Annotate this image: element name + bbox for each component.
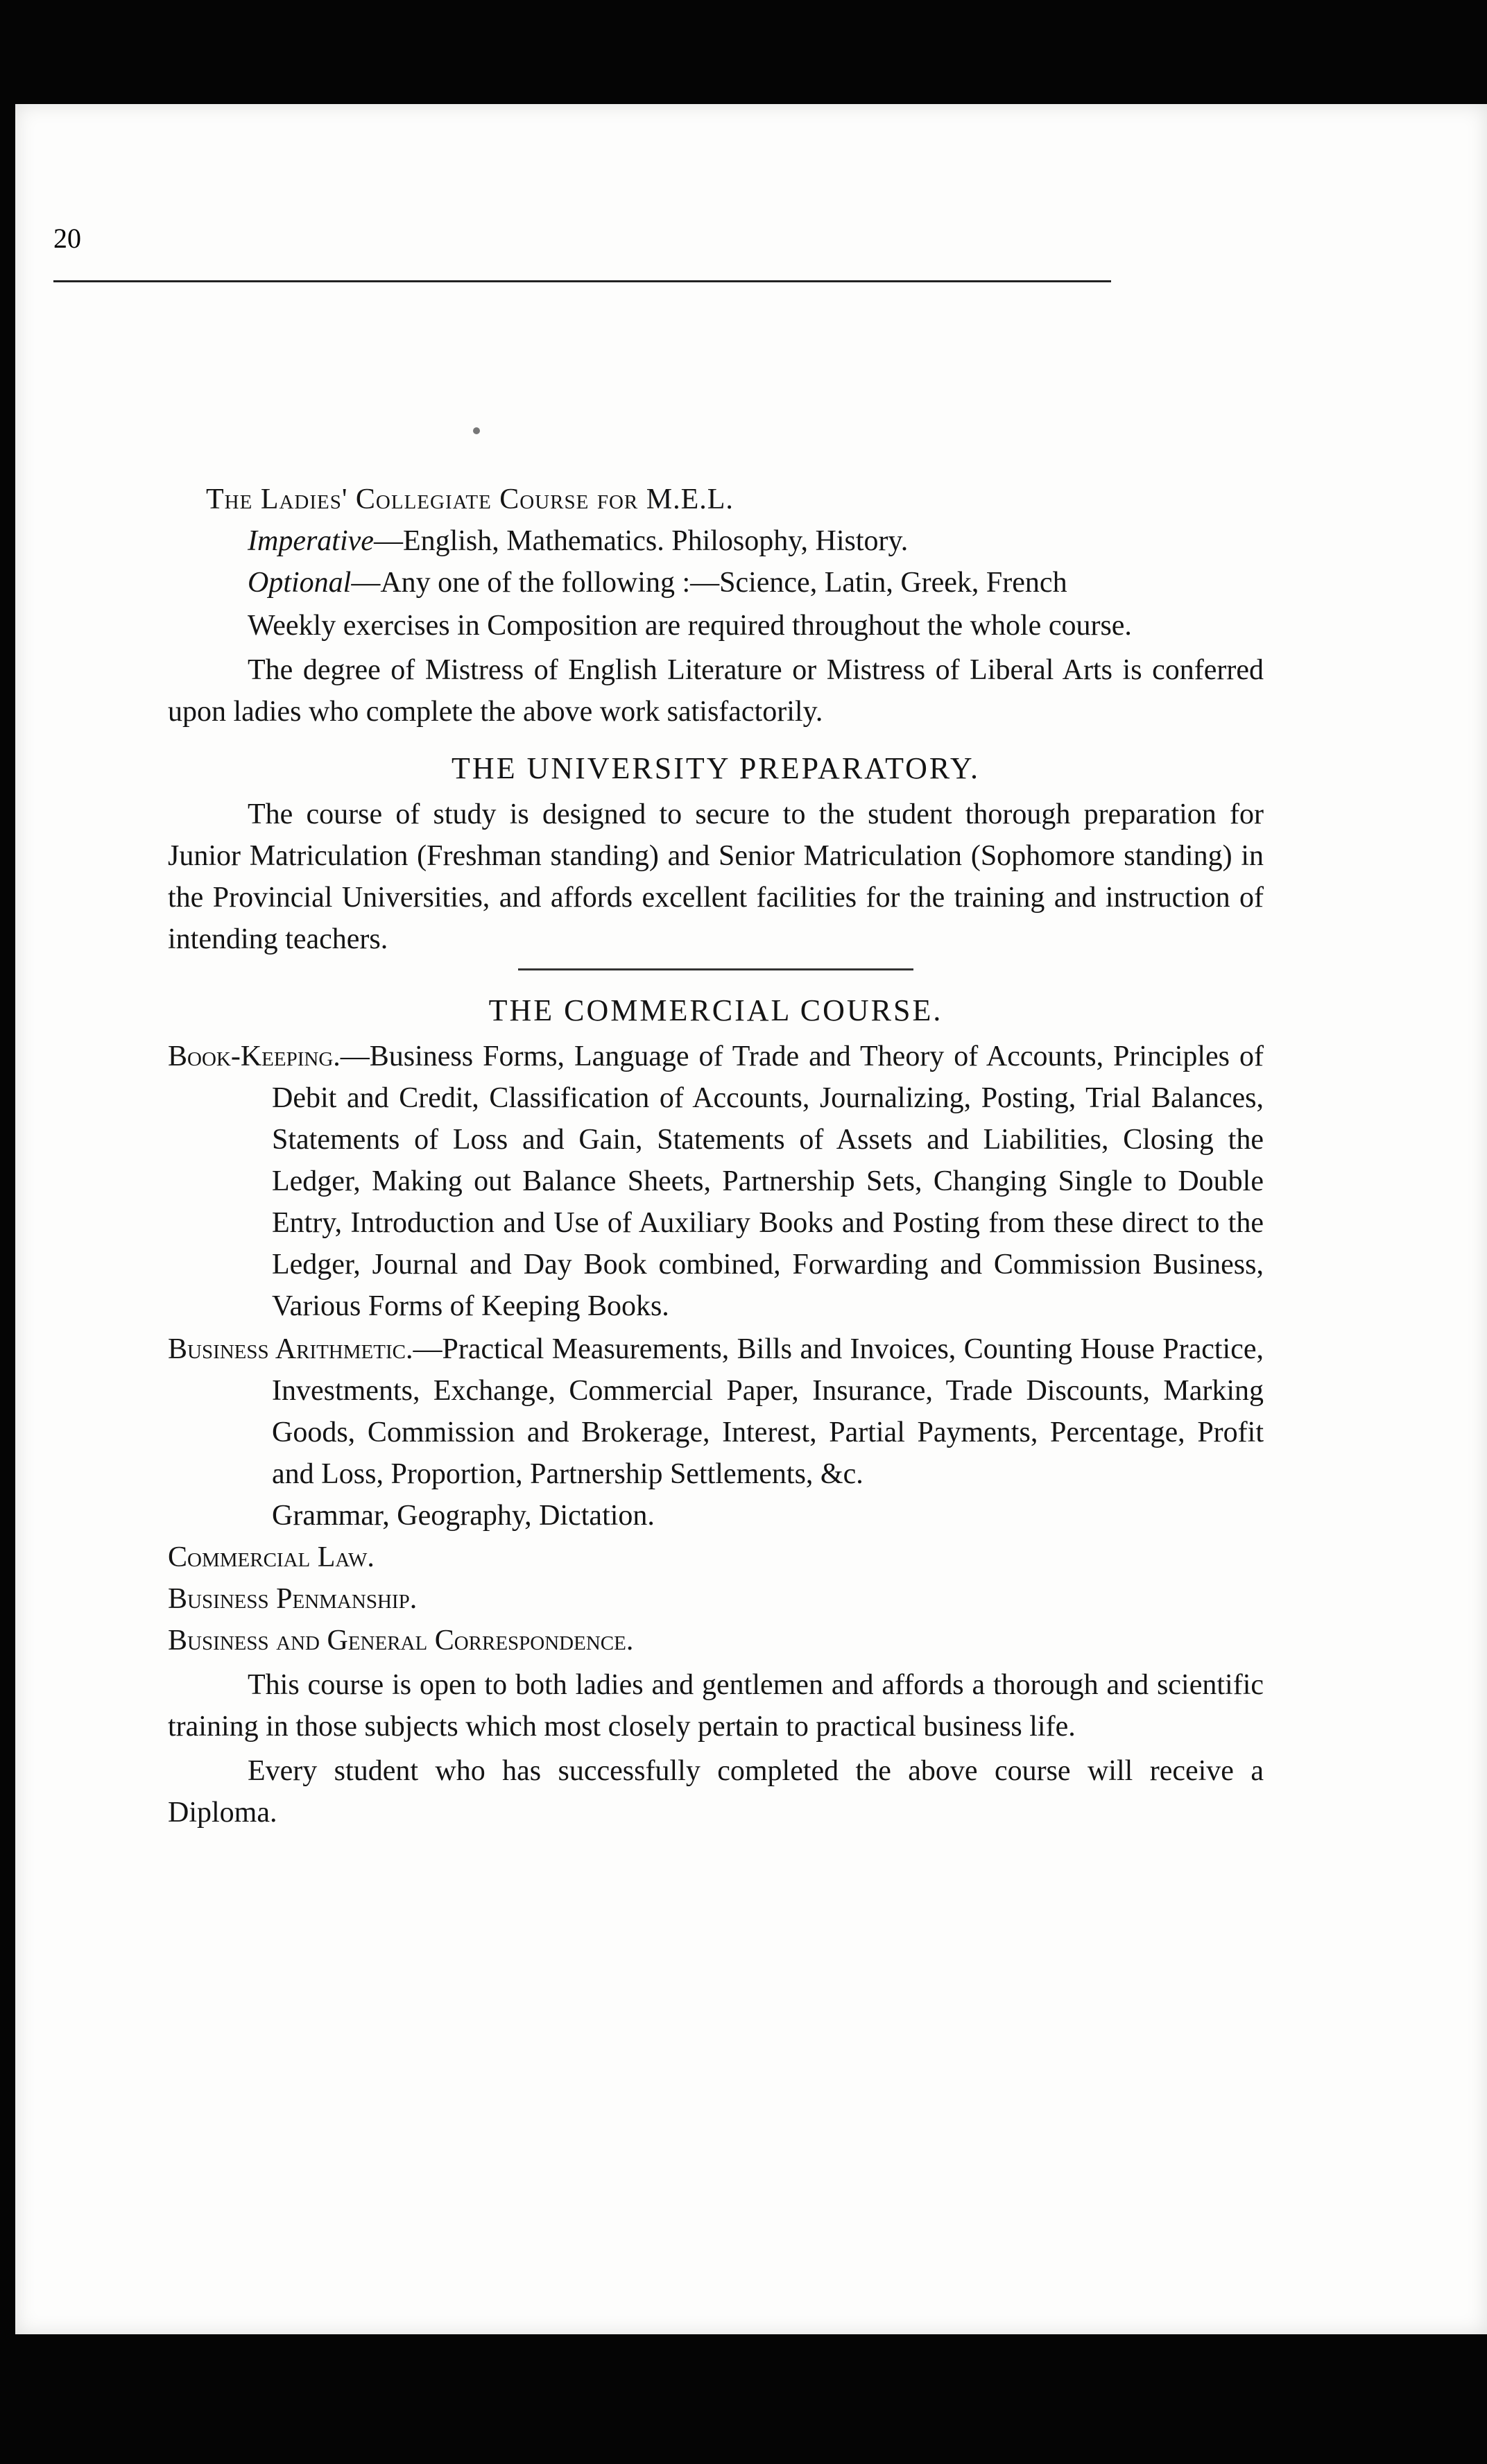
imperative-line — [168, 520, 1264, 562]
page-content — [168, 479, 1264, 1833]
grammar-line: Grammar, Geography, Dictation. — [272, 1500, 655, 1532]
course-open-paragraph: This course is open to both ladies and gentlemen and affords a thorough and scientific training in those subjects which most closely pertain to practical business life. — [168, 1669, 1264, 1743]
arithmetic-label: Business Arithmetic. — [168, 1333, 413, 1365]
diploma-paragraph: Every student who has successfully completed the above course will receive a Diploma. — [168, 1755, 1264, 1829]
degree-paragraph: The degree of Mistress of English Literature or Mistress of Liberal Arts is conferred upon ladies who complete the above work satisfactorily. — [168, 654, 1264, 728]
optional-line — [168, 562, 1264, 604]
optional-text: —Any one of the following :—Science, Latin, Greek, French — [351, 567, 1067, 599]
imperative-text: —English, Mathematics. Philosophy, History. — [373, 525, 909, 557]
header-rule — [53, 280, 1111, 282]
university-heading: THE UNIVERSITY PREPARATORY. — [452, 751, 980, 785]
penmanship-line: Business Penmanship. — [168, 1583, 418, 1615]
document-page — [15, 104, 1487, 2334]
correspondence-line: Business and General Correspondence. — [168, 1625, 634, 1657]
page-number: 20 — [53, 223, 81, 254]
imperative-label: Imperative — [248, 525, 374, 557]
optional-label: Optional — [248, 567, 352, 599]
bookkeeping-label: Book-Keeping. — [168, 1041, 341, 1072]
arithmetic-text: —Practical Measurements, Bills and Invoices, Counting House Practice, Investments, Exchange, Commercial Paper, Insurance, Trade Discounts, Marking Goods, Commission and Brokerage, Interest, Partial Payments, Percentage, Profit and Loss, Proportion, Partnership Settlements, &c. — [272, 1333, 1264, 1490]
scan-speck — [473, 427, 480, 434]
ladies-course-heading: The Ladies' Collegiate Course for M.E.L. — [206, 484, 734, 515]
section-divider — [518, 968, 913, 970]
bookkeeping-text: —Business Forms, Language of Trade and Theory of Accounts, Principles of Debit and Credit, Classification of Accounts, Journalizing, Posting, Trial Balances, Statements of Loss and Gain, Statements of Assets and Liabilities, Closing the Ledger, Making out Balance Sheets, Partnership Sets, Changing Single to Double Entry, Introduction and Use of Auxiliary Books and Posting from these direct to the Ledger, Journal and Day Book combined, Forwarding and Commission Business, Various Forms of Keeping Books. — [272, 1041, 1264, 1322]
bookkeeping-entry — [168, 1036, 1264, 1327]
commercial-law-line: Commercial Law. — [168, 1541, 375, 1573]
commercial-heading: THE COMMERCIAL COURSE. — [488, 993, 943, 1027]
university-paragraph: The course of study is designed to secure to the student thorough preparation for Junior Matriculation (Freshman standing) and Senior Matriculation (Sophomore standing) in the Provincial Universities, and affords excellent facilities for the training and instruction of intending teachers. — [168, 798, 1264, 955]
weekly-exercises-paragraph: Weekly exercises in Composition are required throughout the whole course. — [248, 610, 1132, 642]
arithmetic-entry — [168, 1328, 1264, 1495]
